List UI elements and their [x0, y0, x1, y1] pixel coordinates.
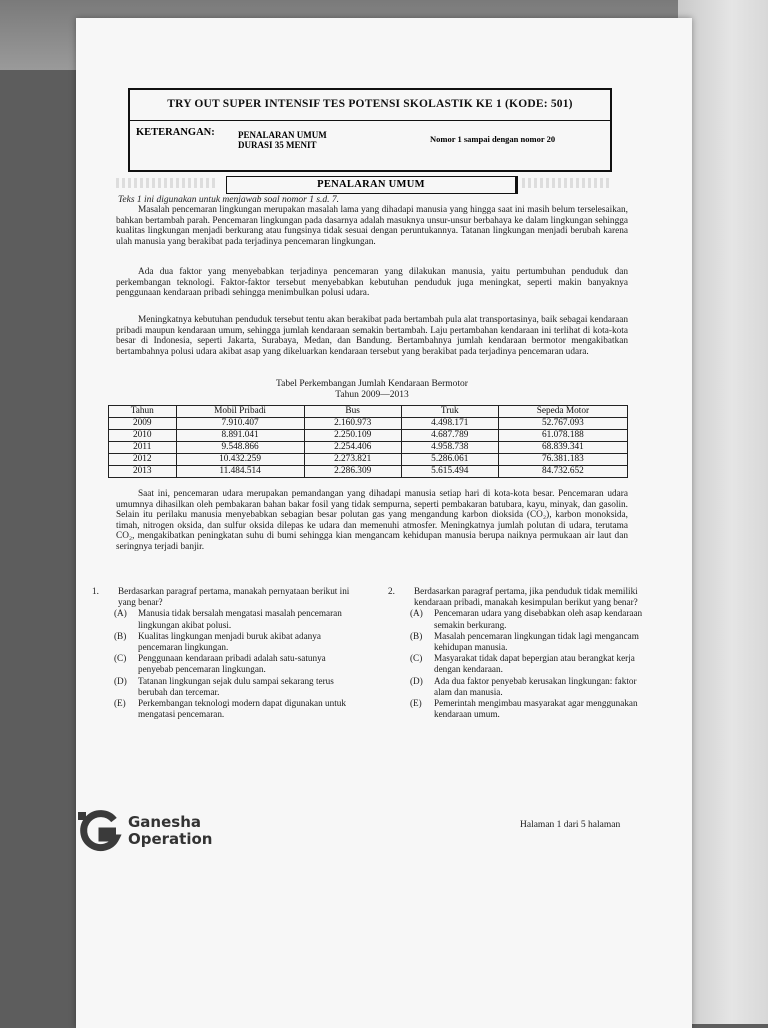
table-cell: 10.432.259	[176, 454, 304, 466]
paragraph-4: Saat ini, pencemaran udara merupakan pemandangan yang dihadapi manusia setiap hari di kota-kota besar. Pencemaran udara umumnya dihasilkan oleh pembakaran bahan bakar fosil yang tidak sempurna, seperti pembakaran batubara, kayu, minyak, dan gasolin. Selain itu perilaku manusia menyebabkan sebagian besar polutan gas yang mengandung karbon dioksida (CO₂), karbon monoksida, timah, nitrogen oksida, dan sulfur oksida dilepas ke udara dan memenuhi atmosfer. Meningkatnya jumlah polutan di udara, terutama CO₂, mengakibatkan peningkatan suhu di bumi sehingga kian mengancam kehidupan manusia berupa naiknya permukaan air laut dan seringnya terjadi banjir.	[116, 489, 628, 552]
text-intro: Teks 1 ini digunakan untuk menjawab soal nomor 1 s.d. 7.	[118, 195, 340, 205]
table-cell: 2.254.406	[304, 442, 401, 454]
logo-wordmark	[128, 814, 212, 848]
smudge-right	[522, 178, 612, 188]
table-row	[109, 466, 628, 478]
option-text: Manusia tidak bersalah mengatasi masalah pencemaran lingkungan akibat polusi.	[138, 608, 342, 630]
table-cell: 68.839.341	[498, 442, 627, 454]
table-subtitle: Tahun 2009—2013	[335, 390, 409, 400]
table-cell: 2.160.973	[304, 418, 401, 430]
page-number: Halaman 1 dari 5 halaman	[520, 820, 621, 830]
table-cell: 61.078.188	[498, 430, 627, 442]
option-a[interactable]	[410, 608, 648, 630]
option-letter: (C)	[114, 653, 127, 664]
option-d[interactable]	[114, 676, 354, 698]
table-cell: 8.891.041	[176, 430, 304, 442]
option-letter: (B)	[410, 630, 423, 641]
option-text: Pencemaran udara yang disebabkan oleh asap kendaraan semakin berkurang.	[434, 608, 643, 630]
keterangan-label: KETERANGAN:	[136, 127, 215, 138]
question-range: Nomor 1 sampai dengan nomor 20	[430, 134, 556, 144]
logo-g-icon	[76, 808, 122, 854]
question-text: Berdasarkan paragraf pertama, jika penduduk tidak memiliki kendaraan pribadi, manakah kesimpulan berikut yang benar?	[414, 586, 638, 608]
table-cell: 5.615.494	[401, 466, 498, 478]
option-letter: (D)	[410, 675, 423, 686]
table-row	[109, 418, 628, 430]
subject-name: PENALARAN UMUM	[238, 130, 327, 140]
paragraph-3: Meningkatnya kebutuhan penduduk tersebut tentu akan berakibat pada bertambah pula alat transportasinya, baik sebagai kendaraan pribadi maupun kendaraan umum, sehingga jumlah kendaraan semakin bertambah. Laju pertambahan kendaraan ini terlihat di kota-kota besar di Indonesia, seperti Jakarta, Surabaya, Medan, dan Bandung. Bertambahnya jumlah kendaraan bermotor mengakibatkan bertambahnya polusi udara akibat asap yang dikeluarkan kendaraan tersebut yang berakibat pada terjadinya pencemaran udara.	[116, 315, 628, 357]
option-letter: (E)	[114, 698, 126, 709]
ganesha-operation-logo	[76, 808, 236, 858]
option-c[interactable]	[114, 653, 354, 675]
table-cell: 2.250.109	[304, 430, 401, 442]
option-letter: (A)	[410, 608, 423, 619]
option-text: Penggunaan kendaraan pribadi adalah satu-satunya penyebab pencemaran lingkungan.	[138, 653, 326, 675]
paragraph-2: Ada dua faktor yang menyebabkan terjadinya pencemaran yang dilakukan manusia, yaitu pertumbuhan penduduk dan perkembangan teknologi. Faktor-faktor tersebut menyebabkan kebutuhan penduduk juga meningkat, seperti makin banyaknya penggunaan kendaraan pribadi sehingga menimbulkan polusi udara.	[116, 267, 628, 299]
table-cell: 5.286.061	[401, 454, 498, 466]
subject-info	[238, 130, 327, 150]
table-cell: 9.548.866	[176, 442, 304, 454]
table-header-row	[109, 406, 628, 418]
table-cell: 2010	[109, 430, 177, 442]
table-caption	[116, 379, 628, 401]
table-header-cell: Sepeda Motor	[498, 406, 627, 418]
option-text: Masalah pencemaran lingkungan tidak lagi mengancam kehidupan manusia.	[434, 630, 639, 653]
option-text: Tatanan lingkungan sejak dulu sampai sekarang terus berubah dan tercemar.	[138, 675, 334, 697]
table-header-cell: Tahun	[109, 406, 177, 418]
option-letter: (D)	[114, 675, 127, 686]
table-cell: 76.381.183	[498, 454, 627, 466]
table-cell: 11.484.514	[176, 466, 304, 478]
option-text: Pemerintah mengimbau masyarakat agar menggunakan kendaraan umum.	[434, 698, 638, 720]
option-e[interactable]	[410, 698, 648, 720]
paragraph-1: Masalah pencemaran lingkungan merupakan masalah lama yang dihadapi manusia yang hingga saat ini masih belum terselesaikan, bahkan bertambah parah. Pencemaran lingkungan pada dasarnya adalah masuknya unsur-unsur berbahaya ke dalam lingkungan sehingga kualitas lingkungan menjadi berkurang atau fungsinya tidak sesuai dengan peruntukannya. Tatanan lingkungan menjadi berubah karena ulah manusia yang berakibat pada terjadinya pencemaran lingkungan.	[116, 205, 628, 247]
header-divider	[130, 120, 610, 121]
option-b[interactable]	[410, 631, 648, 653]
logo-line-2: Operation	[128, 830, 213, 848]
table-cell: 4.958.738	[401, 442, 498, 454]
vehicle-table	[108, 405, 628, 478]
exam-title: TRY OUT SUPER INTENSIF TES POTENSI SKOLASTIK KE 1 (KODE: 501)	[167, 98, 573, 110]
option-d[interactable]	[410, 676, 648, 698]
question-2	[388, 586, 648, 720]
question-number: 1.	[92, 586, 99, 596]
option-text: Ada dua faktor penyebab kerusakan lingkungan: faktor alam dan manusia.	[434, 675, 637, 697]
table-cell: 84.732.652	[498, 466, 627, 478]
option-letter: (E)	[410, 698, 422, 709]
table-cell: 52.767.093	[498, 418, 627, 430]
question-text: Berdasarkan paragraf pertama, manakah pernyataan berikut ini yang benar?	[118, 586, 350, 608]
option-letter: (B)	[114, 630, 127, 641]
table-row	[109, 430, 628, 442]
option-b[interactable]	[114, 631, 354, 653]
table-row	[109, 454, 628, 466]
table-header-cell: Bus	[304, 406, 401, 418]
question-number: 2.	[388, 586, 395, 596]
table-cell: 4.498.171	[401, 418, 498, 430]
option-a[interactable]	[114, 608, 354, 630]
table-cell: 2009	[109, 418, 177, 430]
section-title: PENALARAN UMUM	[226, 176, 518, 194]
smudge-left	[116, 178, 216, 188]
header-box	[128, 88, 612, 172]
table-header-cell: Mobil Pribadi	[176, 406, 304, 418]
option-letter: (A)	[114, 608, 127, 619]
duration: DURASI 35 MENIT	[238, 140, 317, 150]
table-cell: 2012	[109, 454, 177, 466]
question-1	[92, 586, 354, 720]
table-header-cell: Truk	[401, 406, 498, 418]
table-cell: 2.286.309	[304, 466, 401, 478]
option-text: Kualitas lingkungan menjadi buruk akibat adanya pencemaran lingkungan.	[138, 630, 321, 653]
option-c[interactable]	[410, 653, 648, 675]
option-e[interactable]	[114, 698, 354, 720]
table-cell: 7.910.407	[176, 418, 304, 430]
table-row	[109, 442, 628, 454]
table-cell: 2011	[109, 442, 177, 454]
table-cell: 2013	[109, 466, 177, 478]
table-title: Tabel Perkembangan Jumlah Kendaraan Bermotor	[276, 379, 468, 389]
table-cell: 4.687.789	[401, 430, 498, 442]
option-text: Masyarakat tidak dapat bepergian atau berangkat kerja dengan kendaraan.	[434, 653, 635, 675]
logo-line-1: Ganesha	[128, 813, 202, 831]
table-cell: 2.273.821	[304, 454, 401, 466]
question-stem	[92, 586, 354, 608]
question-stem	[388, 586, 648, 608]
option-letter: (C)	[410, 653, 423, 664]
option-text: Perkembangan teknologi modern dapat digunakan untuk mengatasi pencemaran.	[138, 698, 346, 720]
exam-paper	[76, 18, 692, 1028]
